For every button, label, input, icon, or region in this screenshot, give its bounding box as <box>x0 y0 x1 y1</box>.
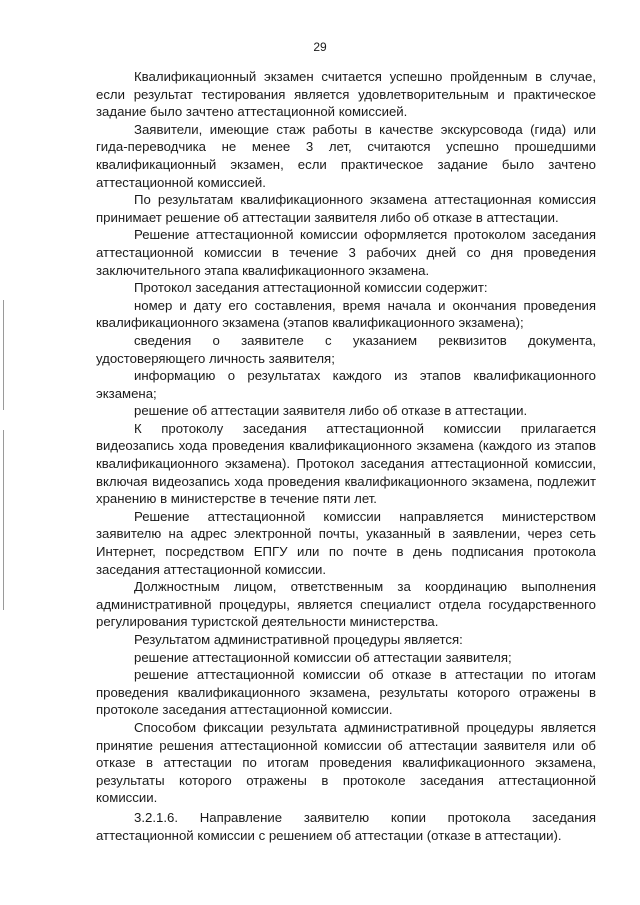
paragraph-responsible-official: Должностным лицом, ответственным за координацию выполнения административной процедуры, является специалист отдела государственного регулирования туристской деятельности министерства. <box>96 579 596 630</box>
paragraph-procedure-result: Результатом административной процедуры является: <box>134 632 463 647</box>
paragraph-video-recording: К протоколу заседания аттестационной комиссии прилагается видеозапись хода проведения квалификационного экзамена (каждого из этапов квалификационного экзамена). Протокол заседания аттестационной комиссии, включая видеозапись хода проведения квалификационного экзамена, подлежит хранению в министерстве в течение пяти лет. <box>96 420 596 507</box>
scan-edge-mark-lower <box>3 430 4 610</box>
scan-edge-mark-upper <box>3 300 4 410</box>
paragraph-decision-protocol: Решение аттестационной комиссии оформляется протоколом заседания аттестационной комиссии в течение 3 рабочих дней со дня проведения заключительного этапа квалификационного экзамена. <box>96 227 596 278</box>
paragraph-result-fixation: Способом фиксации результата административной процедуры является принятие решения аттестационной комиссии об аттестации заявителя или об отказе в аттестации по итогам проведения квалификационного экзамена, результаты которого отражены в протоколе заседания аттестационной комиссии. <box>96 719 596 806</box>
paragraph-protocol-contents: Протокол заседания аттестационной комиссии содержит: <box>134 280 488 296</box>
section-heading-3-2-1-6: 3.2.1.6. Направление заявителю копии протокола заседания аттестационной комиссии с решением об аттестации (отказе в аттестации). <box>96 809 596 843</box>
list-item-protocol-number-date: номер и дату его составления, время начала и окончания проведения квалификационного экзамена (этапов квалификационного экзамена); <box>96 297 596 331</box>
list-item-stage-results: информацию о результатах каждого из этапов квалификационного экзамена; <box>96 368 596 401</box>
paragraph-experienced-applicants: Заявители, имеющие стаж работы в качестве экскурсовода (гида) или гида-переводчика не менее 3 лет, считаются успешно прошедшими квалификационный экзамен, если практическое задание было зачтено аттестационной комиссией. <box>96 121 596 190</box>
list-item-result-refusal: решение аттестационной комиссии об отказе в аттестации по итогам проведения квалификационного экзамена, результаты которого отражены в протоколе заседания аттестационной комиссии. <box>96 667 596 718</box>
list-item-applicant-info: сведения о заявителе с указанием реквизитов документа, удостоверяющего личность заявителя; <box>96 332 596 366</box>
paragraph-exam-passed: Квалификационный экзамен считается успешно пройденным в случае, если результат тестирования является удовлетворительным и практическое задание было зачтено аттестационной комиссией. <box>96 69 596 120</box>
paragraph-commission-decision: По результатам квалификационного экзамена аттестационная комиссия принимает решение об аттестации заявителя либо об отказе в аттестации. <box>96 192 596 225</box>
paragraph-decision-delivery: Решение аттестационной комиссии направляется министерством заявителю на адрес электронной почты, указанный в заявлении, через сеть Интернет, посредством ЕПГУ или по почте в день подписания протокола заседания аттестационной комиссии. <box>96 508 596 577</box>
document-body <box>96 68 596 844</box>
page-number: 29 <box>313 40 327 54</box>
list-item-attestation-decision: решение об аттестации заявителя либо об отказе в аттестации. <box>134 403 528 419</box>
list-item-result-attestation: решение аттестационной комиссии об аттестации заявителя; <box>134 649 512 665</box>
